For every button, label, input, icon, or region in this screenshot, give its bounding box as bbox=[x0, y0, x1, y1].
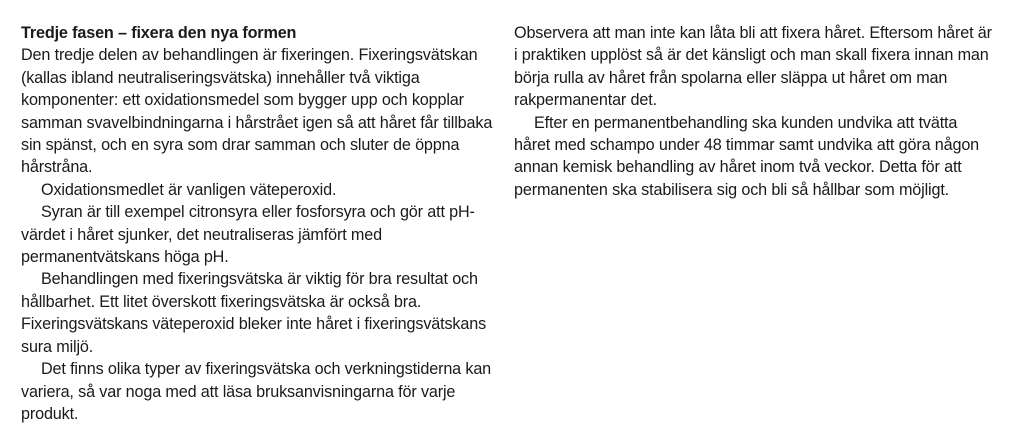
paragraph-oxidationsmedel: Oxidationsmedlet är vanligen väteperoxid. bbox=[41, 180, 337, 199]
left-text-column bbox=[21, 22, 501, 425]
paragraph-fixering-intro: Den tredje delen av behandlingen är fixeringen. Fixeringsvätskan (kallas ibland neutraliseringsvätska) innehåller två viktiga komponenter: ett oxidationsmedel som bygger upp och kopplar samman svavelbindningarna i hårstrået igen så att håret får tillbaka sin spänst, och en syra som drar samman och sluter de öppna hårstråna. bbox=[21, 46, 493, 177]
section-heading: Tredje fasen – fixera den nya formen bbox=[21, 24, 297, 42]
paragraph-typer: Det finns olika typer av fixeringsvätska och verkningstiderna kan variera, så var noga med att läsa bruksanvisningarna för varje produkt. bbox=[21, 360, 492, 423]
paragraph-syran: Syran är till exempel citronsyra eller fosforsyra och gör att pH-värdet i håret sjunker, det neutraliseras jämfört med permanentvätskans höga pH. bbox=[21, 203, 475, 267]
right-text-column bbox=[514, 22, 994, 201]
paragraph-behandlingen: Behandlingen med fixeringsvätska är viktig för bra resultat och hållbarhet. Ett litet överskott fixeringsvätska är också bra. Fixeringsvätskans väteperoxid bleker inte håret i fixeringsvätskans sura miljö. bbox=[21, 270, 487, 356]
paragraph-observera: Observera att man inte kan låta bli att fixera håret. Eftersom håret är i praktiken upplöst så är det känsligt och man skall fixera innan man börja rulla av håret från spolarna eller släppa ut håret om man rakpermanentar det. bbox=[514, 24, 992, 110]
paragraph-efterbehandling: Efter en permanentbehandling ska kunden undvika att tvätta håret med schampo under 48 timmar samt undvika att göra någon annan kemisk behandling av håret inom två veckor. Detta för att permanenten ska stabilisera sig och bli så hållbar som möjligt. bbox=[514, 113, 980, 199]
